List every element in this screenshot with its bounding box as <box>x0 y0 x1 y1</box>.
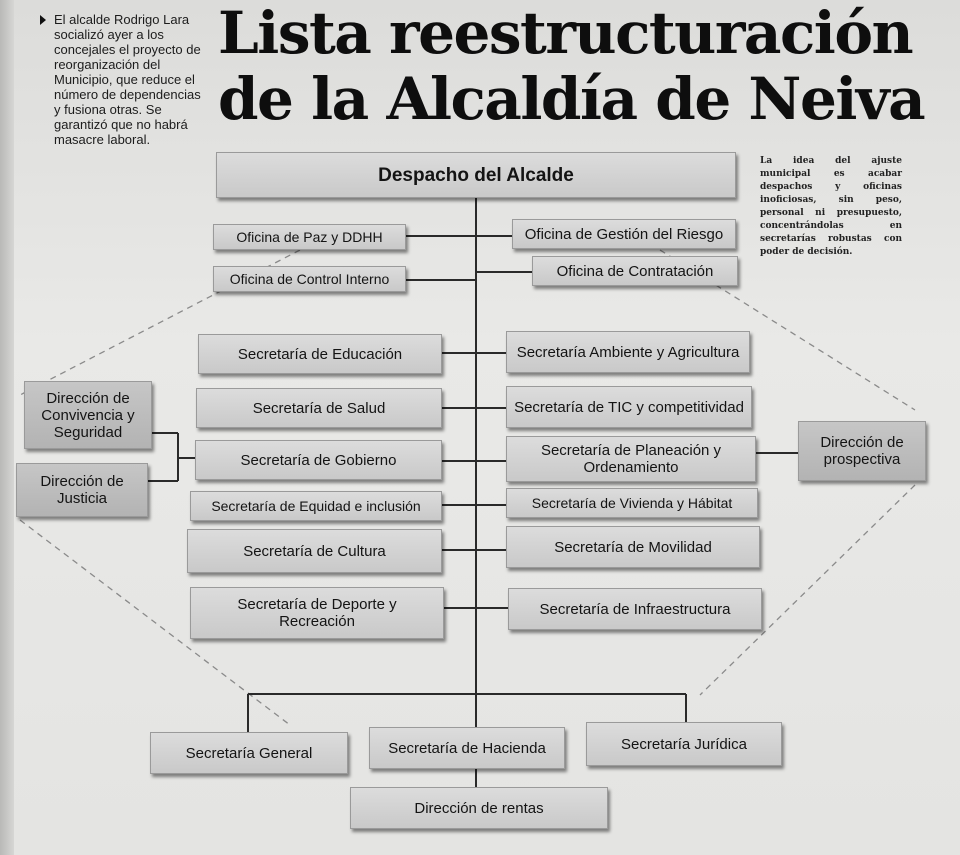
sec-cultura-box: Secretaría de Cultura <box>187 529 442 573</box>
dir-rentas-box: Dirección de rentas <box>350 787 608 829</box>
dir-prospectiva-box: Dirección de prospectiva <box>798 421 926 481</box>
oficina-riesgo-box: Oficina de Gestión del Riesgo <box>512 219 736 249</box>
dir-justicia-box: Dirección de Justicia <box>16 463 148 517</box>
sec-gobierno-box: Secretaría de Gobierno <box>195 440 442 480</box>
dir-convivencia-box: Dirección de Convivencia y Seguridad <box>24 381 152 449</box>
headline-line-1: Lista reestructuración <box>218 0 913 67</box>
sidenote: La idea del ajuste municipal es acabar despachos y oficinas inoficiosas, sin peso, personal ni presupuesto, concentrándolas en secretarías robustas con poder de decisión. <box>760 156 902 257</box>
sec-ambiente-box: Secretaría Ambiente y Agricultura <box>506 331 750 373</box>
headline-line-2: de la Alcaldía de Neiva <box>218 65 925 133</box>
sec-hacienda-box: Secretaría de Hacienda <box>369 727 565 769</box>
oficina-control-box: Oficina de Control Interno <box>213 266 406 292</box>
sec-general-box: Secretaría General <box>150 732 348 774</box>
sec-salud-box: Secretaría de Salud <box>196 388 442 428</box>
sec-juridica-box: Secretaría Jurídica <box>586 722 782 766</box>
dashed-diamond <box>20 250 915 725</box>
sec-planeacion-box: Secretaría de Planeación y Ordenamiento <box>506 436 756 482</box>
sec-vivienda-box: Secretaría de Vivienda y Hábitat <box>506 488 758 518</box>
sec-movilidad-box: Secretaría de Movilidad <box>506 526 760 568</box>
lede-text: El alcalde Rodrigo Lara socializó ayer a los concejales el proyecto de reorganización del Municipio, que reduce el número de dependencias y fusiona otras. Se garantizó que no habrá masacre laboral. <box>54 12 201 147</box>
oficina-contratacion-box: Oficina de Contratación <box>532 256 738 286</box>
sec-equidad-box: Secretaría de Equidad e inclusión <box>190 491 442 521</box>
despacho-alcalde-box: Despacho del Alcalde <box>216 152 736 198</box>
sec-deporte-box: Secretaría de Deporte y Recreación <box>190 587 444 639</box>
oficina-paz-box: Oficina de Paz y DDHH <box>213 224 406 250</box>
sec-infraestructura-box: Secretaría de Infraestructura <box>508 588 762 630</box>
sec-tic-box: Secretaría de TIC y competitividad <box>506 386 752 428</box>
sec-educacion-box: Secretaría de Educación <box>198 334 442 374</box>
